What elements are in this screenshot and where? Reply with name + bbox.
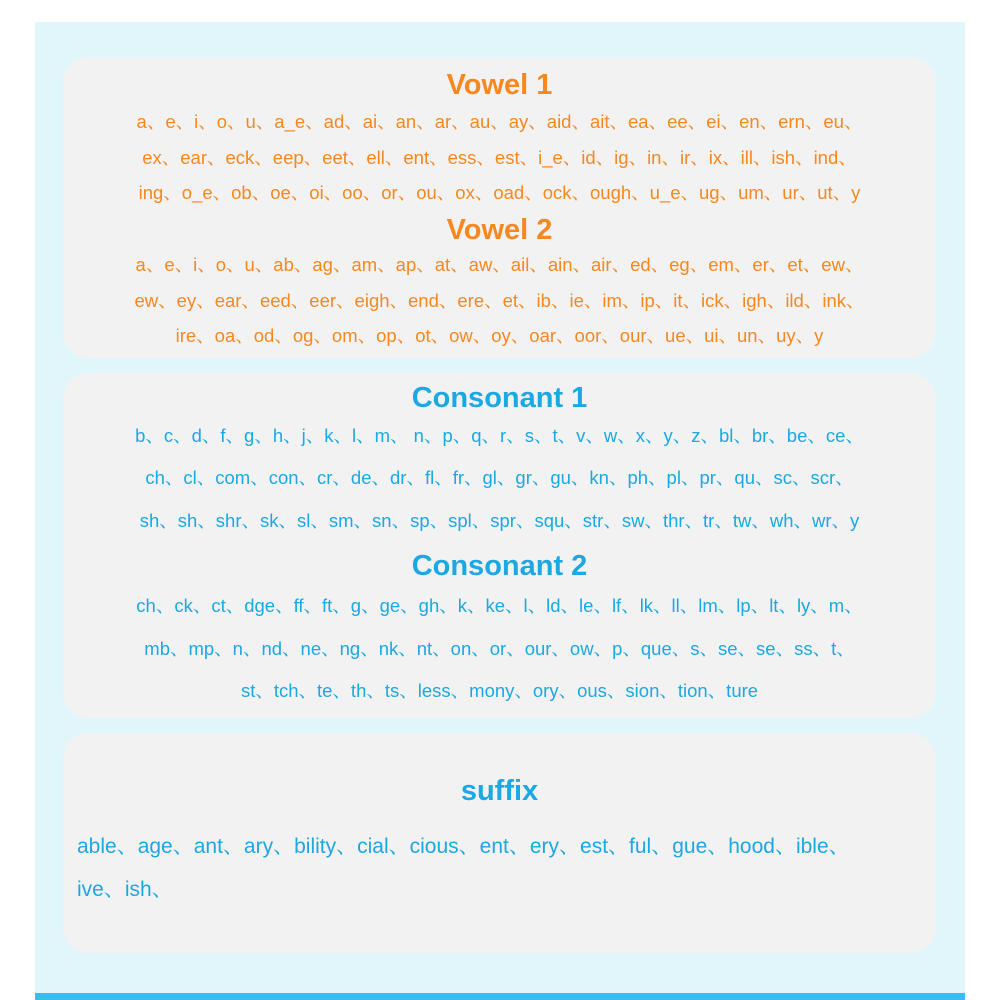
vowel-panel [63,57,936,358]
consonant-2-line: ch、ck、ct、dge、ff、ft、g、ge、gh、k、ke、l、ld、le、lf、lk、ll、lm、lp、lt、ly、m、 [136,595,863,616]
consonant-2-line: mb、mp、n、nd、ne、ng、nk、nt、on、or、our、ow、p、que、s、se、se、ss、t、 [144,638,855,659]
consonant-1-line: b、c、d、f、g、h、j、k、l、m、 n、p、q、r、s、t、v、w、x、y、z、bl、br、be、ce、 [135,425,864,446]
suffix-line: able、age、ant、ary、bility、cial、cious、ent、ery、est、ful、gue、hood、ible、 [77,835,850,858]
vowel-1-line: a、e、i、o、u、a_e、ad、ai、an、ar、au、ay、aid、ait、ea、ee、ei、en、ern、eu、 [136,111,863,132]
vowel-2-line: ew、ey、ear、eed、eer、eigh、end、ere、et、ib、ie、im、ip、it、ick、igh、ild、ink、 [134,290,865,311]
suffix-line: ive、ish、 [77,878,173,901]
bottom-accent-bar [35,993,965,1000]
consonant-1-line: sh、sh、shr、sk、sl、sm、sn、sp、spl、spr、squ、str、sw、thr、tr、tw、wh、wr、y [139,510,860,531]
suffix-heading: suffix [460,775,539,807]
vowel-2-line: a、e、i、o、u、ab、ag、am、ap、at、aw、ail、ain、air、ed、eg、em、er、et、ew、 [135,254,864,275]
suffix-panel [63,733,936,953]
consonant-panel [63,373,936,718]
vowel-2-heading: Vowel 2 [446,214,553,246]
vowel-1-line: ex、ear、eck、eep、eet、ell、ent、ess、est、i_e、id、ig、in、ir、ix、ill、ish、ind、 [142,147,857,168]
consonant-1-line: ch、cl、com、con、cr、de、dr、fl、fr、gl、gr、gu、kn、ph、pl、pr、qu、sc、scr、 [145,467,854,488]
consonant-1-heading: Consonant 1 [411,382,588,414]
vowel-1-heading: Vowel 1 [446,69,553,101]
consonant-2-line: st、tch、te、th、ts、less、mony、ory、ous、sion、tion、ture [240,680,759,701]
vowel-2-line: ire、oa、od、og、om、op、ot、ow、oy、oar、oor、our、ue、ui、un、uy、y [175,325,824,346]
consonant-2-heading: Consonant 2 [411,550,588,582]
vowel-1-line: ing、o_e、ob、oe、oi、oo、or、ou、ox、oad、ock、ough、u_e、ug、um、ur、ut、y [138,182,861,203]
